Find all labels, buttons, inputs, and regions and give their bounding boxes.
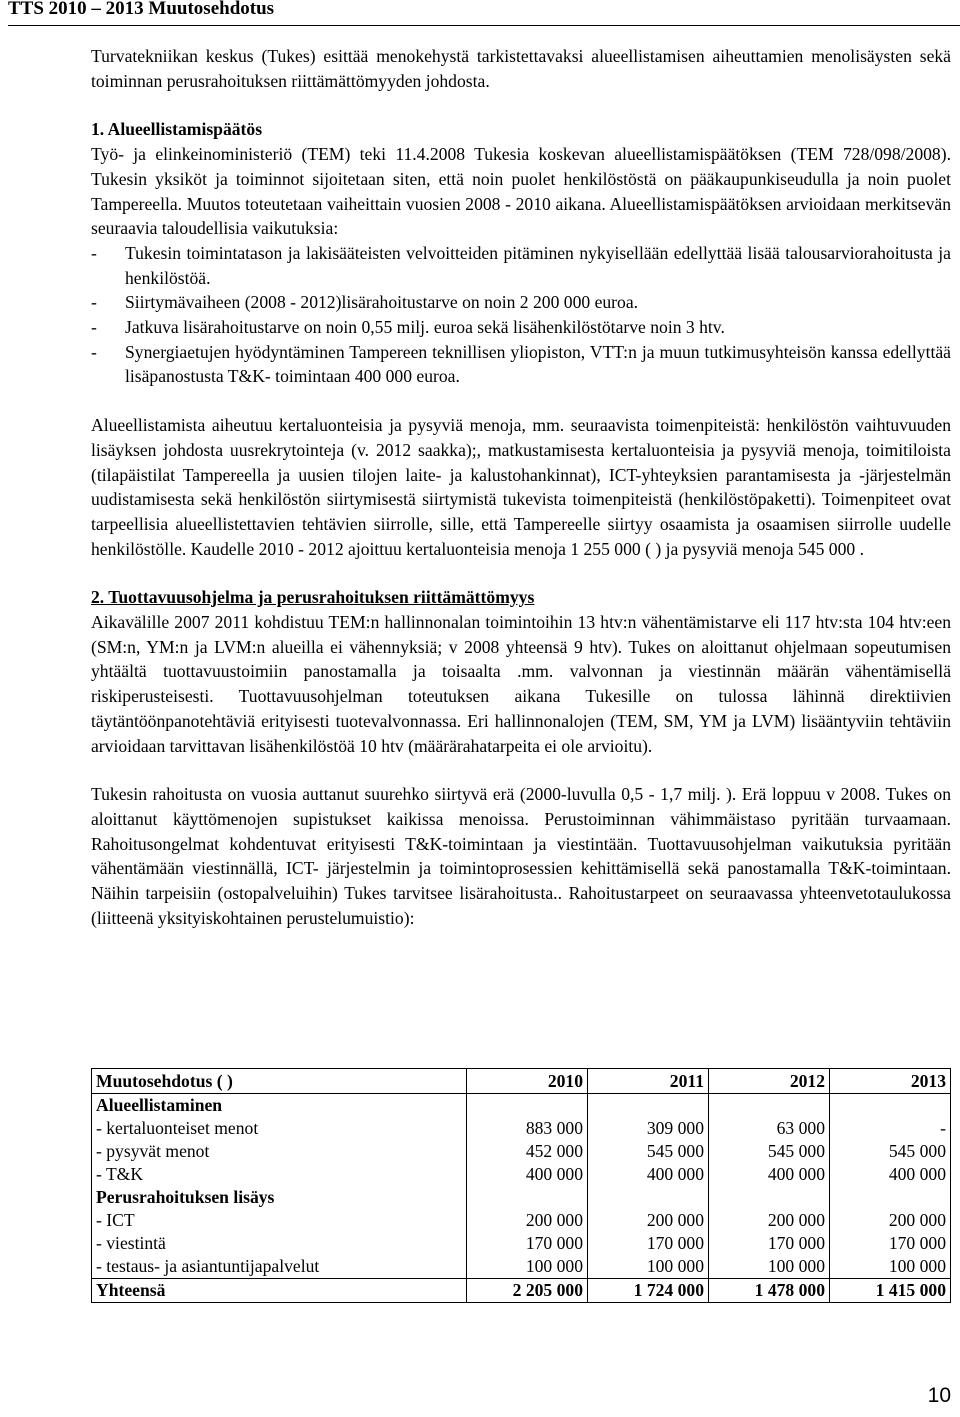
section1-heading: 1. Alueellistamispäätös [91,119,263,140]
cell [830,1186,951,1209]
table-row [92,1117,951,1140]
total-cell: 1 415 000 [830,1279,951,1303]
bullet-item: - Tukesin toimintatason ja lakisääteisten velvoitteiden pitäminen nykyisellään edellyttää lisää talousarviorahoitusta ja henkilöstöä. [91,241,951,290]
cell: 170 000 [709,1232,830,1255]
page-header [8,0,960,30]
cell: 200 000 [830,1209,951,1232]
cell [467,1094,588,1118]
cell: 400 000 [830,1163,951,1186]
bullet-item: - Synergiaetujen hyödyntäminen Tampereen teknillisen yliopiston, VTT:n ja muun tutkimusyhteisön kanssa edellyttää lisäpanostusta T&K- toimintaan 400 000 euroa. [91,340,951,389]
budget-table [91,1068,951,1303]
cell: 200 000 [588,1209,709,1232]
cell: 63 000 [709,1117,830,1140]
cell: 400 000 [467,1163,588,1186]
table-row [92,1232,951,1255]
cell: 200 000 [709,1209,830,1232]
table-header-cell: Muutosehdotus ( ) [92,1069,467,1094]
table-header-cell: 2011 [588,1069,709,1094]
table-row [92,1163,951,1186]
cell: 883 000 [467,1117,588,1140]
total-cell: 1 724 000 [588,1279,709,1303]
table-row [92,1209,951,1232]
cell: 545 000 [830,1140,951,1163]
table-row [92,1140,951,1163]
row-label: - kertaluonteiset menot [92,1117,467,1140]
cell: 100 000 [467,1255,588,1279]
table-header-cell: 2012 [709,1069,830,1094]
total-cell: 1 478 000 [709,1279,830,1303]
cell: 100 000 [709,1255,830,1279]
cell: 200 000 [467,1209,588,1232]
bullet-item: - Jatkuva lisärahoitustarve on noin 0,55 milj. euroa sekä lisähenkilöstötarve noin 3 htv. [91,315,951,340]
row-label: - ICT [92,1209,467,1232]
cell: 170 000 [467,1232,588,1255]
bullet-item: - Siirtymävaiheen (2008 - 2012)lisärahoitustarve on noin 2 200 000 euroa. [91,290,951,315]
row-label: - pysyvät menot [92,1140,467,1163]
row-label: - viestintä [92,1232,467,1255]
section1-bullet-list [91,241,951,389]
cell: 100 000 [588,1255,709,1279]
cell: 545 000 [588,1140,709,1163]
cell: 545 000 [709,1140,830,1163]
cell [588,1186,709,1209]
table-row [92,1186,951,1209]
section2-paragraph: Aikavälille 2007 2011 kohdistuu TEM:n hallinnonalan toimintoihin 13 htv:n vähentämistarve eli 117 htv:sta 104 htv:een (SM:n, YM:n ja LVM:n alueilla ei vähennyksiä; v 2008 yhteensä 9 htv). Tukes on aloittanut ohjelmaan sopeutumisen yhtäältä tuottavuustoimiin panostamalla ja toisaalta .mm. valvonnan ja viestinnän määrän vähentämisellä riskiperusteisesti. Tuottavuusohjelman toteutuksen aikana Tukesille on tulossa lähinnä direktiivien täytäntöönpanotehtäviä erityisesti tuotevalvonnassa. Eri hallinnonalojen (TEM, SM, YM ja LVM) lisääntyviin tehtäviin arvioidaan tarvittavan lisähenkilöstöä 10 htv (määrärahatarpeita ei ole arvioitu). [91,612,951,756]
intro-paragraph: Turvatekniikan keskus (Tukes) esittää menokehystä tarkistettavaksi alueellistamisen aiheuttamien menolisäysten sekä toiminnan perusrahoituksen riittämättömyyden johdosta. [91,46,951,91]
table-row [92,1255,951,1279]
section1-paragraph: Työ- ja elinkeinoministeriö (TEM) teki 11.4.2008 Tukesia koskevan alueellistamispäätöksen (TEM 728/098/2008). Tukesin yksiköt ja toiminnot sijoitetaan siten, että noin puolet henkilöstöstä on pääkaupunkiseudulla ja noin puolet Tampereella. Muutos toteutetaan vaiheittain vuosien 2008 - 2010 aikana. Alueellistamispäätöksen arvioidaan merkitsevän seuraavia taloudellisia vaikutuksia: [91,144,951,239]
section1-paragraph-2: Alueellistamista aiheutuu kertaluonteisia ja pysyviä menoja, mm. seuraavista toimenpiteistä: henkilöstön vaihtuvuuden lisäyksen johdosta uusrekrytointeja (v. 2012 saakka);, matkustamisesta kertaluonteisia ja pysyviä menoja, toimitiloista (tilapäistilat Tampereella ja uusien tilojen laite- ja kalustohankinnat), ICT-yhteyksien parantamisesta ja -järjestelmän uudistamisesta sekä henkilöstön siirtymisestä siirtymistä tukevista toimenpiteistä (henkilöstöpaketti). Toimenpiteet ovat tarpeellisia alueellistettavien tehtävien siirrolle, sille, että Tampereelle siirtyy osaamista ja osaamisen siirrolle uudelle henkilöstölle. Kaudelle 2010 - 2012 ajoittuu kertaluonteisia menoja 1 255 000 ( ) ja pysyviä menoja 545 000 . [91,415,951,559]
cell [830,1094,951,1118]
header-title: TTS 2010 – 2013 Muutosehdotus [8,0,275,19]
cell: 400 000 [588,1163,709,1186]
table-total-row [92,1279,951,1303]
cell [709,1094,830,1118]
cell: 400 000 [709,1163,830,1186]
cell [588,1094,709,1118]
row-label: Alueellistaminen [92,1094,467,1118]
row-label: - testaus- ja asiantuntijapalvelut [92,1255,467,1279]
total-label: Yhteensä [92,1279,467,1303]
section2-paragraph-2: Tukesin rahoitusta on vuosia auttanut suurehko siirtyvä erä (2000-luvulla 0,5 - 1,7 milj. ). Erä loppuu v 2008. Tukes on aloittanut käyttömenojen supistukset kaikissa menoissa. Perustoiminnan vähimmäistaso pyritään turvaamaan. Rahoitusongelmat kohdentuvat erityisesti T&K-toimintaan ja viestintään. Tuottavuusohjelman vaikutuksia pyritään vähentämään viestinnällä, ICT- järjestelmin ja toimintoprosessien kehittämisellä sekä panostamalla T&K-toimintaan. Näihin tarpeisiin (ostopalveluihin) Tukes tarvitsee lisärahoitusta.. Rahoitustarpeet on seuraavassa yhteenvetotaulukossa (liitteenä yksityiskohtainen perustelumuistio): [91,784,951,928]
row-label: Perusrahoituksen lisäys [92,1186,467,1209]
cell: 309 000 [588,1117,709,1140]
cell [467,1186,588,1209]
section2-heading: 2. Tuottavuusohjelma ja perusrahoituksen riittämättömyys [91,587,535,608]
document-body [91,44,951,931]
cell: 170 000 [588,1232,709,1255]
table-row [92,1094,951,1118]
table-header-cell: 2013 [830,1069,951,1094]
cell: 452 000 [467,1140,588,1163]
cell: 100 000 [830,1255,951,1279]
cell [709,1186,830,1209]
header-rule [8,25,960,26]
cell: - [830,1117,951,1140]
table-header-row [92,1069,951,1094]
row-label: - T&K [92,1163,467,1186]
total-cell: 2 205 000 [467,1279,588,1303]
table-header-cell: 2010 [467,1069,588,1094]
cell: 170 000 [830,1232,951,1255]
page-number: 10 [927,1384,951,1407]
